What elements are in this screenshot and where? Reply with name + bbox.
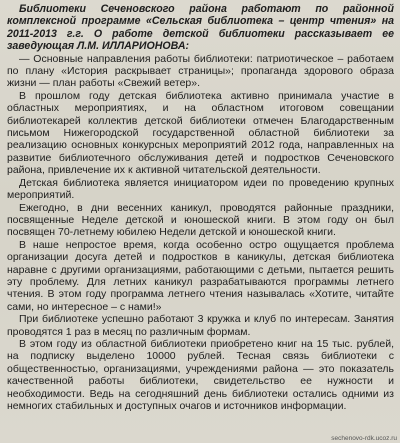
- article-paragraph-7: В этом году из областной библиотеки приобретено книг на 15 тыс. рублей, на подписку выделено 10000 рублей. Тесная связь библиотеки с общественностью, организациями, учреждениями района — это показатель качественной работы библиотеки, свидетельство ее нужности и необходимости. Ведь на сегодняшний день библиотеки остались одними из немногих стабильных и доступных очагов и источников информации.: [7, 337, 394, 412]
- article-paragraph-2: В прошлом году детская библиотека активно принимала участие в областных мероприятиях, и на областном итоговом совещании библиотекарей коллектив детской библиотеки отмечен Благодарственным письмом Нижегородской государственной областной библиотеки за реализацию основных конкурсных мероприятий 2012 года, направленных на развитие библиотечного обслуживания детей и подростков Сеченовского района, привлечение их к активной читательской деятельности.: [7, 89, 394, 177]
- article-paragraph-6: При библиотеке успешно работают 3 кружка и клуб по интересам. Занятия проводятся 1 раз в месяц по различным формам.: [7, 313, 394, 338]
- article-lead: Библиотеки Сеченовского района работают по районной комплексной программе «Сельская библиотека – центр чтения» на 2011-2013 г.г. О работе детской библиотеки рассказывает ее заведующая Л.М. ИЛЛАРИОНОВА:: [7, 3, 394, 53]
- article-paragraph-1: — Основные направления работы библиотеки: патриотическое – работаем по плану «История раскрывает страницы»; пропаганда здорового образа жизни — план работы «Свежий ветер».: [7, 52, 394, 90]
- article-paragraph-4: Ежегодно, в дни весенних каникул, проводятся районные праздники, посвященные Неделе детской и юношеской книги. В этом году он был посвящен 70-летнему юбилею Недели детской и юношеской книги.: [7, 201, 394, 239]
- article-paragraph-3: Детская библиотека является инициатором идеи по проведению крупных мероприятий.: [7, 176, 394, 202]
- watermark: sechenovo-rdk.ucoz.ru: [331, 435, 397, 442]
- article-paragraph-5: В наше непростое время, когда особенно остро ощущается проблема организации досуга детей и подростков в каникулы, детская библиотека наравне с другими организациями, работающими с детьми, пытается решить эту проблему. Для летних каникул разрабатываются программы летнего чтения. В этом году программа летнего чтения называлась «Хотите, читайте сами, но интересное – с нами!»: [7, 238, 394, 313]
